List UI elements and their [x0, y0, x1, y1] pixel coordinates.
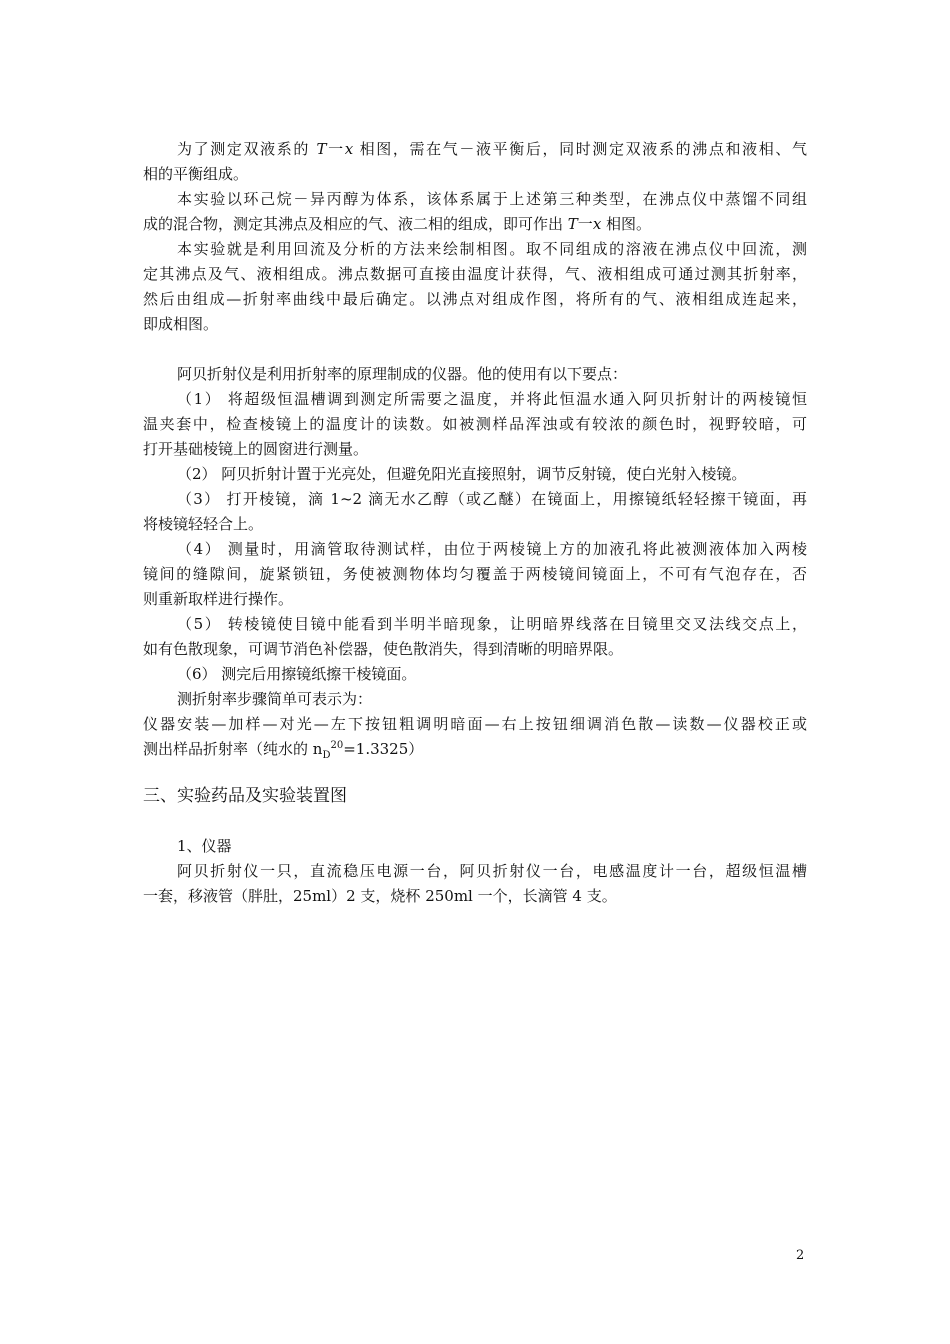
abbe-refractometer-section — [143, 362, 807, 762]
paragraph-line: 相的平衡组成。 — [143, 165, 249, 183]
paragraph-reflux-method — [143, 237, 807, 337]
page-number: 2 — [796, 1248, 805, 1263]
symbol-x: x — [592, 215, 602, 233]
paragraph-line: 定其沸点及气、液相组成。沸点数据可直接由温度计获得，气、液相组成可通过测其折射率， — [143, 265, 807, 283]
step-4-line: 镜间的缝隙间，旋紧锁钮，务使被测物体均匀覆盖于两棱镜间镜面上，不可有气泡存在，否 — [143, 565, 807, 583]
text-run: 一 — [577, 215, 593, 233]
paragraph-line — [143, 212, 807, 237]
instruments-subsection — [143, 834, 807, 909]
paragraph-experiment-system — [143, 187, 807, 237]
text-run: 测出样品折射率（纯水的 n — [143, 740, 323, 758]
step-1-line: 温夹套中，检查棱镜上的温度计的读数。如被测样品浑浊或有较浓的颜色时，视野较暗，可 — [143, 415, 807, 433]
text-run: 成的混合物，测定其沸点及相应的气、液二相的组成，即可作出 — [143, 215, 568, 233]
step-4-line: （4） 测量时，用滴管取待测试样，由位于两棱镜上方的加液孔将此被测液体加入两棱 — [177, 540, 807, 558]
symbol-T: T — [567, 215, 578, 233]
paragraph-line: 然后由组成—折射率曲线中最后确定。以沸点对组成作图，将所有的气、液相组成连起来， — [143, 290, 807, 308]
summary-line: 仪器安装—加样—对光—左下按钮粗调明暗面—右上按钮细调消色散—读数—仪器校正或 — [143, 715, 807, 733]
subscript-D: D — [322, 750, 331, 761]
subsection-title: 1、仪器 — [177, 837, 232, 855]
symbol-T: T — [316, 140, 327, 158]
paragraph-line — [143, 137, 807, 162]
paragraph-line: 即成相图。 — [143, 315, 219, 333]
step-6-line: （6） 测完后用擦镜纸擦干棱镜面。 — [177, 665, 417, 683]
step-3-line: （3） 打开棱镜，滴 1~2 滴无水乙醇（或乙醚）在镜面上，用擦镜纸轻轻擦干镜面，再 — [177, 490, 807, 508]
paragraph-line: 本实验以环己烷－异丙醇为体系，该体系属于上述第三种类型，在沸点仪中蒸馏不同组 — [177, 190, 807, 208]
text-run: 相图。 — [601, 215, 652, 233]
section-heading: 三、实验药品及实验装置图 — [143, 786, 347, 806]
symbol-x: x — [344, 140, 354, 158]
step-1-line: 打开基础棱镜上的圆窗进行测量。 — [143, 440, 369, 458]
summary-line — [143, 737, 807, 762]
paragraph-tx-phase-diagram — [143, 137, 807, 187]
abbe-intro: 阿贝折射仪是利用折射率的原理制成的仪器。他的使用有以下要点： — [177, 365, 628, 383]
text-run: 为了测定双液系的 — [177, 140, 317, 158]
text-run: 相图，需在气－液平衡后，同时测定双液系的沸点和液相、气 — [353, 140, 807, 158]
step-1-line: （1） 将超级恒温槽调到测定所需要之温度，并将此恒温水通入阿贝折射计的两棱镜恒 — [177, 390, 807, 408]
instruments-line: 一套，移液管（胖肚，25ml）2 支，烧杯 250ml 一个，长滴管 4 支。 — [143, 887, 617, 905]
superscript-20: 20 — [330, 740, 344, 751]
text-run: =1.3325） — [343, 740, 424, 758]
paragraph-line: 本实验就是利用回流及分析的方法来绘制相图。取不同组成的溶液在沸点仪中回流，测 — [177, 240, 807, 258]
step-5-line: （5） 转棱镜使目镜中能看到半明半暗现象，让明暗界线落在目镜里交叉法线交点上， — [177, 615, 807, 633]
step-4-line: 则重新取样进行操作。 — [143, 590, 294, 608]
step-2-line: （2） 阿贝折射计置于光亮处，但避免阳光直接照射，调节反射镜，使白光射入棱镜。 — [177, 465, 747, 483]
instruments-line: 阿贝折射仪一只，直流稳压电源一台，阿贝折射仪一台，电感温度计一台，超级恒温槽 — [177, 862, 807, 880]
step-5-line: 如有色散现象，可调节消色补偿器，使色散消失，得到清晰的明暗界限。 — [143, 640, 624, 658]
summary-intro: 测折射率步骤简单可表示为： — [177, 690, 373, 708]
step-3-line: 将棱镜轻轻合上。 — [143, 515, 264, 533]
text-run: 一 — [326, 140, 345, 158]
